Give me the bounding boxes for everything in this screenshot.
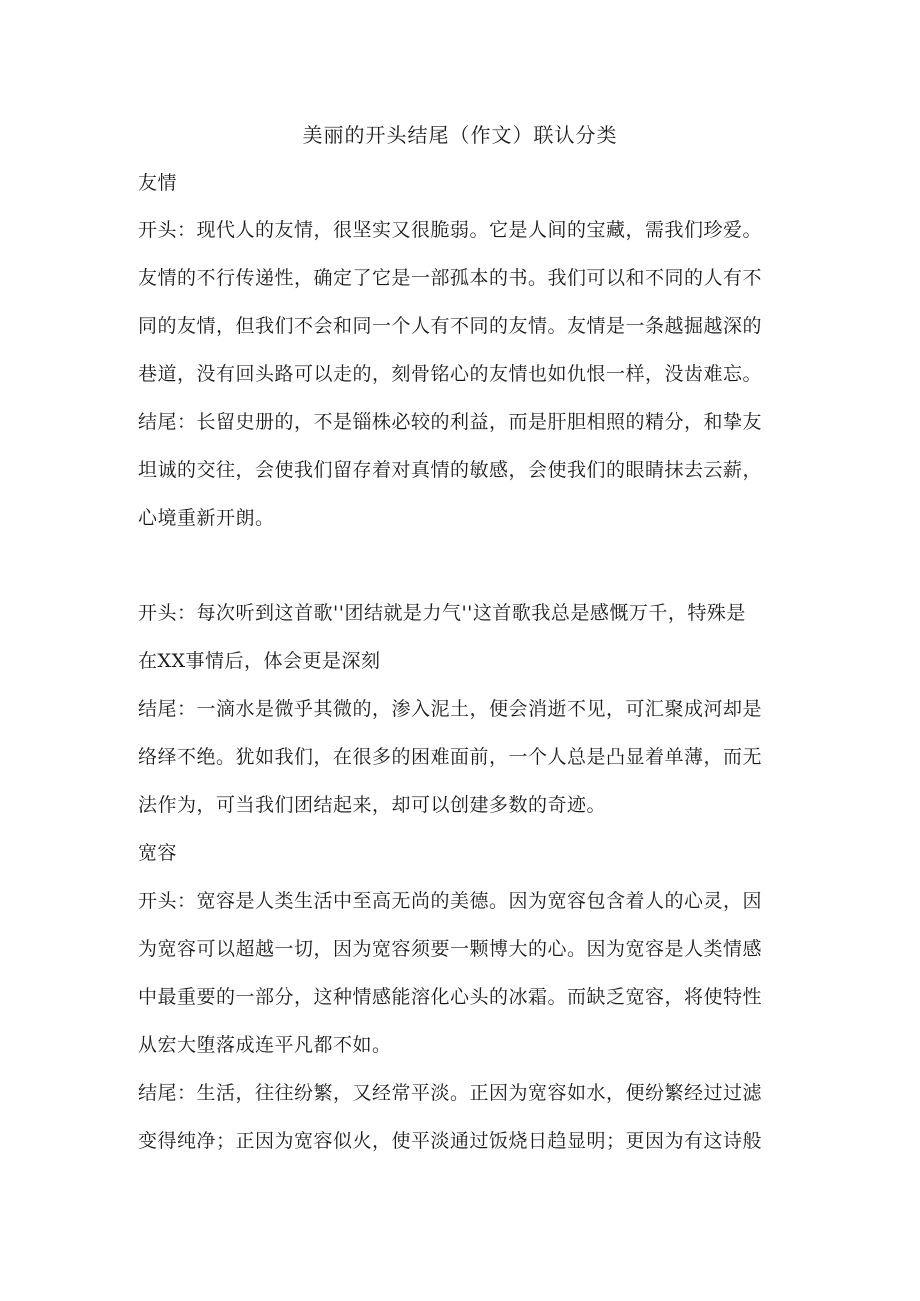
paragraph-line: 法作为，可当我们团结起来，却可以创建多数的奇迹。	[138, 794, 607, 816]
paragraph-line: 心境重新开朗。	[138, 507, 275, 529]
section-heading-friendship: 友情	[138, 172, 178, 194]
paragraph-line: 结尾：长留史册的，不是锱株必较的利益，而是肝胆相照的精分，和挚友	[138, 411, 763, 433]
section-heading-tolerance: 宽容	[138, 842, 178, 864]
paragraph-line: 中最重要的一部分，这种情感能溶化心头的冰霜。而缺乏宽容，将使特性	[138, 986, 763, 1008]
paragraph-line: 结尾：一滴水是微乎其微的，渗入泥土，便会消逝不见，可汇聚成河却是	[138, 698, 763, 720]
paragraph-line: 络绎不绝。犹如我们，在很多的困难面前，一个人总是凸显着单薄，而无	[138, 746, 763, 768]
paragraph-line: 在XX事情后，体会更是深刻	[138, 650, 381, 672]
paragraph-line: 变得纯净；正因为宽容似火，使平淡通过饭烧日趋显明；更因为有这诗般	[138, 1130, 763, 1152]
paragraph-line: 开头：现代人的友情，很坚实又很脆弱。它是人间的宝藏，需我们珍爱。	[138, 219, 763, 241]
paragraph-line: 开头：每次听到这首歌''团结就是力气''这首歌我总是感慨万千，特殊是	[138, 602, 746, 624]
paragraph-line: 巷道，没有回头路可以走的，刻骨铭心的友情也如仇恨一样，没齿难忘。	[138, 363, 763, 385]
paragraph-line: 为宽容可以超越一切，因为宽容须要一颗博大的心。因为宽容是人类情感	[138, 938, 763, 960]
paragraph-line: 结尾：生活，往往纷繁，又经常平淡。正因为宽容如水，便纷繁经过过滤	[138, 1082, 763, 1104]
paragraph-line: 同的友情，但我们不会和同一个人有不同的友情。友情是一条越掘越深的	[138, 315, 763, 337]
paragraph-line: 坦诚的交往，会使我们留存着对真情的敏感，会使我们的眼睛抹去云薪，	[138, 459, 763, 481]
document-title: 美丽的开头结尾（作文）联认分类	[302, 123, 618, 147]
paragraph-line: 友情的不行传递性，确定了它是一部孤本的书。我们可以和不同的人有不	[138, 267, 763, 289]
paragraph-line: 从宏大堕落成连平凡都不如。	[138, 1034, 392, 1056]
paragraph-line: 开头：宽容是人类生活中至高无尚的美德。因为宽容包含着人的心灵，因	[138, 890, 763, 912]
